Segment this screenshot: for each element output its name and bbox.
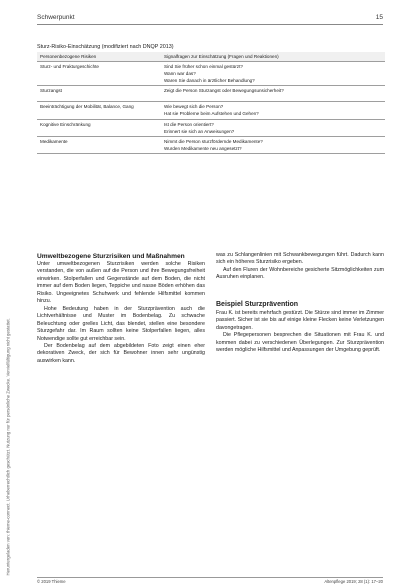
sidebar-download-text: Heruntergeladen von: thieme-connect. Urheberrechtlich geschützt. Nutzung nur für persönliche Zwecke. Vervielfältigung nicht gestattet. (5, 318, 11, 576)
risk-cell: Sturz- und Frakturgeschichte (37, 62, 161, 86)
question-item: Nimmt die Person sturzfördernde Medikamente? (164, 138, 263, 144)
question-item: Hat sie Probleme beim Aufstehen und Gehen? (164, 111, 259, 117)
questions-cell (161, 102, 385, 119)
questions-cell (161, 86, 385, 102)
question-item: Erinnert sie sich an Anweisungen? (164, 128, 235, 134)
question-item: Waren Sie danach in ärztlicher Behandlung? (164, 78, 255, 84)
page-footer (37, 579, 383, 584)
left-column (37, 252, 205, 572)
question-item: Sind Sie früher schon einmal gestürzt? (164, 64, 243, 70)
questions-cell (161, 119, 385, 136)
risk-cell: Sturzangst (37, 86, 161, 102)
table-header-risk: Personenbezogene Risiken (37, 52, 161, 62)
paragraph: Frau K. ist bereits mehrfach gestürzt. Die Stürze sind immer im Zimmer passiert. Sicher ist sie bis auf einige kleine Flecken keine Verletzungen davongetragen. (216, 309, 384, 331)
risk-table (37, 52, 385, 154)
table-row (37, 86, 385, 102)
footer-citation: Altenpflege 2019; 28 (1): 17–20 (324, 579, 383, 584)
risk-cell: Kognitive Einschränkung (37, 119, 161, 136)
table-caption: Sturz-Risiko-Einschätzung (modifiziert nach DNQP 2013) (37, 44, 174, 50)
table-row (37, 62, 385, 86)
question-item: Zeigt die Person Sturzangst oder Bewegungsunsicherheit? (164, 88, 284, 94)
left-heading: Umweltbezogene Sturzrisiken und Maßnahmen (37, 253, 185, 260)
paragraph: was zu Schlangenlinien mit Schwankbewegungen führt. Dadurch kann sich ein höheres Sturzrisiko ergeben. (216, 252, 384, 266)
paragraph: Der Bodenbelag auf dem abgebildeten Foto zeigt einen eher dekorativen Zweck, der sich für Bewohner innen sehr ungünstig auswirken kann. (37, 342, 205, 364)
table-row (37, 136, 385, 153)
question-item: Ist die Person orientiert? (164, 121, 214, 127)
right-column (216, 252, 384, 572)
section-heading: Beispiel Sturzprävention (216, 300, 299, 308)
section-label: Schwerpunkt (37, 14, 75, 21)
table-row (37, 102, 385, 119)
paragraph: Auf den Fluren der Wohnbereiche gesicherte Sitzmöglichkeiten zum Ausruhen einplanen. (216, 266, 384, 281)
table-row (37, 119, 385, 136)
question-item: Wurden Medikamente neu angesetzt? (164, 145, 242, 151)
table-header-row (37, 52, 385, 62)
paragraph: Unter umweltbezogenen Sturzrisiken werden solche Risiken verstanden, die von außen auf die Person und ihre Bewegungsfreiheit einwirken. Stolperfallen und Gegenstände auf dem Boden, die nicht immer auf dem Boden liegen, Teppiche und nasse Böden erhöhen das Risiko. Ungeeignetes Schuhwerk und fehlende Hilfsmittel kommen hinzu. (37, 261, 205, 305)
page-number: 15 (375, 14, 383, 21)
risk-cell: Medikamente (37, 136, 161, 153)
page-header (37, 14, 383, 21)
table-header-questions: Signalfragen zur Einschätzung (Fragen und Reaktionen) (161, 52, 385, 62)
footer-divider (37, 577, 383, 578)
paragraph: Hohe Bedeutung haben in der Sturzprävention auch die Lichtverhältnisse und Muster im Bodenbelag. Zu schwache Beleuchtung oder grelles Licht, das blendet, stellen eine besondere Sturzgefahr dar. Im Raum sollten keine Stolperfallen liegen, alles Notwendige sollte gut erreichbar sein. (37, 305, 205, 342)
paragraph: Die Pflegepersonen besprechen die Situationen mit Frau K. und kommen dabei zu verschiedenen Überlegungen. Zur Sturzprävention werden mögliche Hilfsmittel und Anpassungen der Umgebung geprüft. (216, 332, 384, 354)
header-divider (37, 24, 383, 25)
sidebar-download-note (3, 8, 11, 578)
questions-cell (161, 62, 385, 86)
question-item: Wie bewegt sich die Person? (164, 104, 224, 110)
questions-cell (161, 136, 385, 153)
risk-cell: Beeinträchtigung der Mobilität, Balance, Gang (37, 102, 161, 119)
footer-copyright: © 2019 Thieme (37, 579, 66, 584)
question-item: Wann war das? (164, 71, 196, 77)
